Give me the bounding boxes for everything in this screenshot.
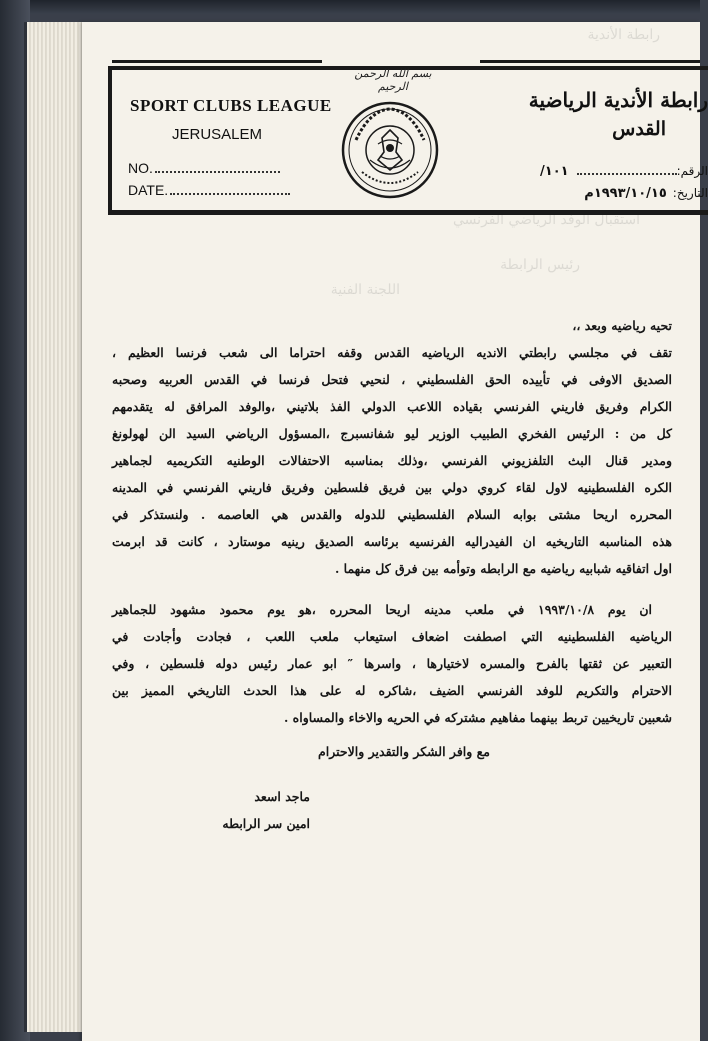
reference-value: ١٠١/ <box>540 164 569 179</box>
letter-line: التعبير عن ثقتها بالفرح والمسره لاختيارها ، واسرها ″ ابو عمار رئيس دوله فلسطين ، وفي <box>112 656 672 671</box>
number-label-en: NO. <box>128 160 153 176</box>
bleed-through-text: اللجنة الفنية <box>330 282 400 298</box>
signatory-name: ماجد اسعد <box>254 789 310 804</box>
dotted-line <box>577 173 677 175</box>
letterhead <box>108 66 708 215</box>
org-city-en: JERUSALEM <box>172 126 263 143</box>
letterhead-top-rule <box>480 60 700 63</box>
paragraph-gap <box>112 582 672 596</box>
org-name-ar: رابطة الأندية الرياضية <box>528 88 708 112</box>
org-name-en: SPORT CLUBS LEAGUE <box>130 96 332 115</box>
salutation: تحيه رياضيه وبعد ،، <box>572 318 672 333</box>
letter-line: الكرام وفريق فاريني الفرنسي بقياده اللاعب الدولي الفذ بلاتيني ،والوفد المرافق له يتقدمهم <box>112 399 672 414</box>
letter-line: اول اتفاقيه شبابيه رياضيه مع الرابطه وتوأمه بين فرق كل منهما . <box>334 561 672 576</box>
letterhead-top-rule <box>112 60 322 63</box>
letter-line: الكره الفلسطينيه لاول لقاء كروي دولي بين فريق فلسطين وفريق فاريني الفرنسي في المدينه <box>112 480 672 495</box>
date-label-en: DATE. <box>128 182 169 198</box>
letter-line: تقف في مجلسي رابطتي الانديه الرياضيه القدس وقفه احتراما الى شعب فرنسا العظيم ، <box>112 345 672 360</box>
letter-line: الرياضيه الفلسطينيه التي اصطفت اضعاف استيعاب ملعب اللعب ، فجادت وأجادت في <box>112 629 672 644</box>
letter-line: الصديق الاوفى في تأييده الحق الفلسطيني ، لنحيي فتحل فرنسا في القدس العربيه وصحبه <box>112 372 672 387</box>
date-value: ١٩٩٣/١٠/١٥م <box>584 186 667 201</box>
reference-label-ar: الرقم: <box>676 164 708 178</box>
org-city-ar: القدس <box>612 118 666 140</box>
letter-line: ومدير قنال البث التلفزيوني الفرنسي ،وذلك بمناسبه الاحتفالات الوطنيه التكريميه لجماهير <box>112 453 672 468</box>
letterhead-motto: بسم الله الرحمن الرحيم <box>354 67 432 93</box>
date-field-ar <box>578 186 708 201</box>
signatory-title: امين سر الرابطه <box>222 816 310 831</box>
letter-page <box>82 22 708 1041</box>
reference-field-ar <box>534 164 708 179</box>
date-field-en <box>128 182 290 198</box>
letter-line: شعبين تاريخيين تربط بينهما مفاهيم مشتركه في الحريه والاخاء والمساواه . <box>283 710 672 725</box>
closing-line: مع وافر الشكر والتقدير والاحترام <box>318 744 490 759</box>
letter-line: المحرره اريحا مشتى بوابه السلام الفلسطيني للدوله والقدس هي العاصمه . ولنستذكر في <box>112 507 672 522</box>
number-field-en <box>128 160 280 176</box>
dotted-line <box>170 193 290 195</box>
bleed-through-text: رئيس الرابطة <box>500 257 580 273</box>
letter-line: كل من : الرئيس الفخري الطبيب الوزير ليو شفانسبرج ،المسؤول الرياضي السيد الن لهولونغ <box>112 426 672 441</box>
dotted-line <box>155 171 280 173</box>
date-label-ar: التاريخ: <box>672 186 708 200</box>
letter-line: الاحترام والتكريم للوفد الفرنسي الضيف ،شاكره له على هذا الحدث التاريخي المميز بين <box>112 683 672 698</box>
bleed-through-text: استقبال الوفد الرياضي الفرنسي <box>453 212 640 228</box>
binder-top-edge <box>0 0 700 14</box>
letter-line: ان يوم ١٩٩٣/١٠/٨ في ملعب مدينه اريحا المحرره ،هو يوم محمود مشهود للجماهير <box>112 602 652 617</box>
letter-body <box>112 312 672 731</box>
league-seal-logo <box>340 100 440 200</box>
page-stack-edges <box>24 22 87 1032</box>
letter-line: هذه المناسبه التاريخيه ان الفيدراليه الفرنسيه برئاسه الصديق رينيه موستارد ، كانت قد ابرمت <box>112 534 672 549</box>
bleed-through-text: رابطة الأندية <box>587 27 660 43</box>
